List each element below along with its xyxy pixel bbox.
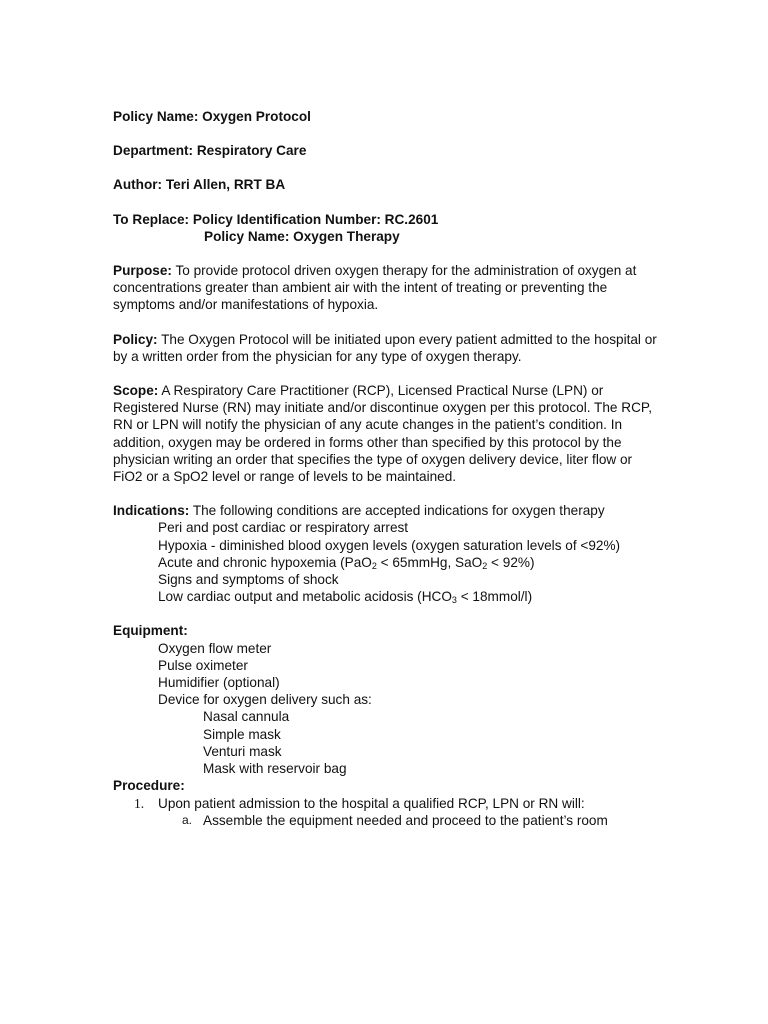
- author-label: Author:: [113, 177, 163, 193]
- procedure-section: [113, 777, 661, 829]
- procedure-label: Procedure:: [113, 778, 185, 794]
- replace-label: To Replace:: [113, 211, 190, 227]
- equipment-label: Equipment:: [113, 623, 188, 639]
- equipment-section: [113, 622, 661, 777]
- author-line: [113, 176, 661, 193]
- indication-item: Signs and symptoms of shock: [158, 572, 339, 588]
- replace-line: [113, 211, 661, 228]
- substep-marker: a.: [182, 812, 193, 827]
- indication-text: < 65mmHg, SaO: [376, 554, 483, 570]
- equipment-item: Pulse oximeter: [158, 657, 248, 673]
- indication-item: Peri and post cardiac or respiratory arrest: [158, 520, 409, 536]
- procedure-substep: [113, 812, 661, 829]
- step-text: Upon patient admission to the hospital a qualified RCP, LPN or RN will:: [158, 795, 585, 811]
- procedure-step: [113, 795, 661, 812]
- equipment-item: Humidifier (optional): [158, 675, 280, 691]
- replace-name: Policy Name: Oxygen Therapy: [204, 228, 400, 244]
- department-label: Department:: [113, 143, 194, 159]
- indications-section: [113, 502, 661, 605]
- indication-item: [113, 554, 661, 571]
- subscript: 2: [482, 560, 488, 571]
- department-line: [113, 142, 661, 159]
- subscript: 2: [371, 560, 377, 571]
- indication-text: < 92%): [487, 554, 535, 570]
- indications-intro-line: [113, 502, 661, 519]
- device-item: Mask with reservoir bag: [203, 761, 347, 777]
- indication-item: [113, 588, 661, 605]
- purpose-label: Purpose:: [113, 263, 172, 279]
- replace-block: [113, 211, 661, 245]
- equipment-item: Device for oxygen delivery such as:: [158, 692, 372, 708]
- subscript: 3: [451, 595, 457, 606]
- policy-name-line: [113, 108, 661, 125]
- device-item: Simple mask: [203, 726, 281, 742]
- policy-name-value: Oxygen Protocol: [202, 109, 311, 124]
- scope-text: A Respiratory Care Practitioner (RCP), Licensed Practical Nurse (LPN) or Registered Nurse (RN) may initiate and/or discontinue oxygen per this protocol. The RCP, RN or LPN will notify the physician of any acute changes in the patient’s condition. In addition, oxygen may be ordered in forms other than specified by this protocol by the physician writing an order that specifies the type of oxygen delivery device, liter flow or FiO2 or a SpO2 level or range of levels to be maintained.: [113, 383, 652, 485]
- purpose-text: To provide protocol driven oxygen therapy for the administration of oxygen at concentrations greater than ambient air with the intent of treating or preventing the symptoms and/or manifestations of hypoxia.: [113, 263, 637, 313]
- indication-text: < 18mmol/l): [456, 589, 533, 605]
- policy-text: The Oxygen Protocol will be initiated upon every patient admitted to the hospital or by a written order from the physician for any type of oxygen therapy.: [113, 331, 657, 364]
- step-marker: 1.: [134, 795, 145, 811]
- indication-text: Low cardiac output and metabolic acidosis (HCO: [158, 589, 452, 605]
- document-page: [113, 108, 661, 829]
- equipment-item: Oxygen flow meter: [158, 640, 272, 656]
- device-item: Nasal cannula: [203, 709, 290, 725]
- scope-section: [113, 382, 661, 485]
- department-value: Respiratory Care: [196, 143, 307, 159]
- substep-text: Assemble the equipment needed and proceed to the patient’s room: [203, 812, 608, 828]
- indication-item: Hypoxia - diminished blood oxygen levels (oxygen saturation levels of <92%): [158, 537, 621, 553]
- policy-section: [113, 331, 661, 365]
- scope-label: Scope:: [113, 383, 159, 399]
- policy-label: Policy:: [113, 331, 158, 347]
- device-item: Venturi mask: [203, 743, 282, 759]
- author-value: Teri Allen, RRT BA: [165, 177, 286, 193]
- indication-text: Acute and chronic hypoxemia (PaO: [158, 554, 372, 570]
- replace-id: Policy Identification Number: RC.2601: [192, 211, 439, 227]
- indications-label: Indications:: [113, 503, 190, 519]
- purpose-section: [113, 262, 661, 314]
- policy-name-label: Policy Name:: [113, 109, 199, 124]
- indications-intro: The following conditions are accepted indications for oxygen therapy: [192, 503, 605, 519]
